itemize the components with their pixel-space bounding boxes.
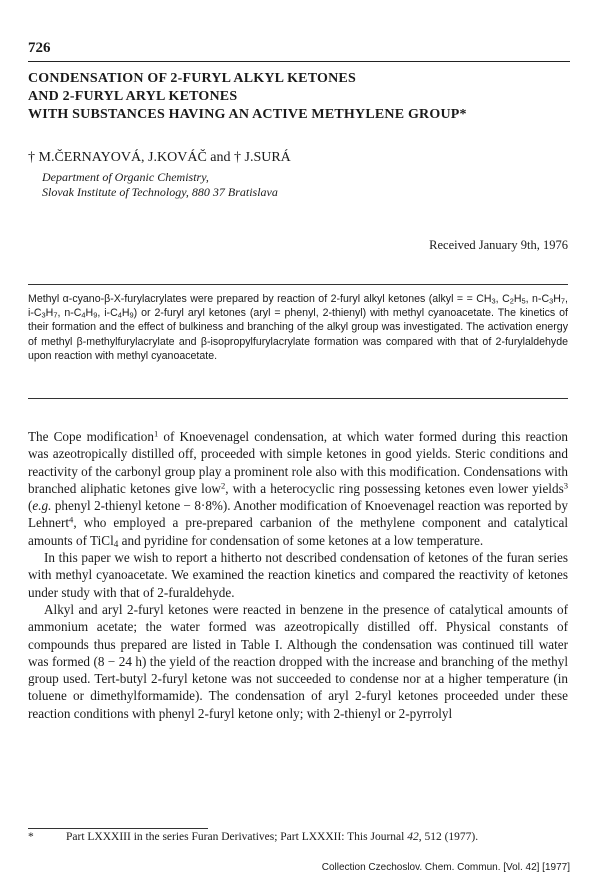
footnote-rule	[28, 828, 208, 829]
footnote-volume: 42	[407, 831, 419, 843]
body-run: , with a heterocyclic ring possessing ketones even lower yields	[225, 480, 564, 496]
title-line-1: CONDENSATION OF 2-FURYL ALKYL KETONES	[28, 71, 356, 86]
abstract-rule-top	[28, 284, 568, 285]
subscript: 4	[117, 310, 122, 320]
footnote-marker: *	[28, 831, 34, 843]
subscript: 9	[129, 310, 134, 320]
subscript: 7	[560, 296, 566, 306]
body-paragraph-2: In this paper we wish to report a hitherto not described condensation of ketones of the furan series with methyl cyanoacetate. We examined the reaction kinetics and compared the reactivity of ketones under study with that of 2-furaldehyde.	[28, 550, 568, 600]
abstract-run: , n-C	[57, 307, 82, 320]
journal-footer: Collection Czechoslov. Chem. Commun. [Vol. 42] [1977]	[321, 862, 570, 873]
received-date: Received January 9th, 1976	[429, 238, 568, 252]
footnote	[28, 831, 568, 843]
abstract-rule-bottom	[28, 398, 568, 399]
abstract-run: , n-C	[525, 293, 550, 305]
footnote-text: , 512 (1977).	[418, 831, 479, 843]
subscript: 9	[93, 310, 98, 320]
abstract-run: , i-C	[97, 307, 118, 320]
subscript: 2	[509, 296, 514, 306]
abstract-run: , i-C	[28, 293, 568, 320]
affiliation	[42, 170, 278, 200]
reference-marker: 4	[69, 514, 74, 525]
body-run: phenyl 2-thienyl ketone − 8·8%). Another modification of Knoevenagel reaction was reported by Lehnert	[28, 498, 568, 531]
abstract-run: H	[553, 293, 561, 305]
abstract-run: H	[85, 307, 94, 320]
reference-marker: 2	[220, 480, 226, 491]
subscript: 3	[549, 296, 554, 306]
abstract-run: , C	[495, 293, 510, 305]
italic-eg: e.g.	[32, 498, 52, 514]
abstract-run: H	[45, 307, 54, 320]
abstract-run: Methyl α-cyano-β-X-furylacrylates were prepared by reaction of 2-furyl alkyl ketones (alkyl = = CH	[28, 293, 492, 305]
body-run: and pyridine for condensation of some ketones at a low temperature.	[118, 532, 484, 548]
title-line-3: WITH SUBSTANCES HAVING AN ACTIVE METHYLENE GROUP*	[28, 107, 467, 122]
abstract-run: H	[121, 307, 130, 320]
abstract-text	[28, 292, 568, 363]
affiliation-line-1: Department of Organic Chemistry,	[42, 170, 209, 184]
reference-marker: 1	[153, 428, 159, 439]
article-title	[28, 70, 568, 124]
page-number: 726	[28, 40, 51, 56]
subscript: 4	[81, 310, 86, 320]
reference-marker: 3	[563, 480, 568, 491]
body-paragraph-1	[28, 428, 568, 549]
abstract	[28, 292, 568, 363]
subscript: 4	[113, 538, 119, 549]
body-paragraph-3: Alkyl and aryl 2-furyl ketones were reacted in benzene in the presence of catalytical amounts of ammonium acetate; the water formed was azeotropically distilled off. Physical constants of compounds thus prepared are listed in Table I. Although the condensation was continued till water was formed (8 − 24 h) the yield of the reaction dropped with the increase and branching of the methyl group used. Tert-butyl 2-furyl ketone was not succeeded to condense nor at a higher temperature (in toluene or dimethylformamide). The condensation of aryl 2-furyl ketones proceeded under these reaction conditions with phenyl 2-furyl ketone only; with 2-thienyl or 2-pyrrolyl	[28, 601, 568, 721]
body-run: The Cope modification	[28, 429, 154, 444]
subscript: 5	[521, 296, 526, 306]
body-run: of Knoevenagel condensation, at which water formed during this reaction was azeotropically distilled off, proceeded with simple ketones in good yields. Steric conditions and reactivity of the carbonyl group play a prominent role also with this modification. Condensations with branched aliphatic ketones give low	[28, 429, 569, 496]
body-run: , who employed a pre-prepared carbanion of the methylene component and catalytical amounts of TiCl	[28, 515, 568, 548]
abstract-run: H	[513, 293, 522, 305]
header-rule	[28, 61, 570, 62]
subscript: 7	[53, 310, 58, 320]
authors: † M.ČERNAYOVÁ, J.KOVÁČ and † J.SURÁ	[28, 150, 291, 165]
subscript: 3	[41, 310, 46, 320]
footnote-text: Part LXXXIII in the series Furan Derivatives; Part LXXXII: This Journal	[66, 831, 408, 843]
affiliation-line-2: Slovak Institute of Technology, 880 37 Bratislava	[42, 185, 278, 199]
title-line-2: AND 2-FURYL ARYL KETONES	[28, 89, 238, 104]
body-run: (	[28, 498, 33, 514]
abstract-run: ) or 2-furyl aryl ketones (aryl = phenyl, 2-thienyl) with methyl cyanoacetate. The kinetics of their formation and the effect of bulkiness and branching of the alkyl group was investigated. The activation energy of methyl β-methylfurylacrylate and β-isopropylfurylacrylate formation was compared with that of 2-furylaldehyde upon reaction with methyl cyanoacetate.	[28, 307, 568, 362]
subscript: 3	[491, 296, 496, 306]
article-body	[28, 428, 568, 722]
